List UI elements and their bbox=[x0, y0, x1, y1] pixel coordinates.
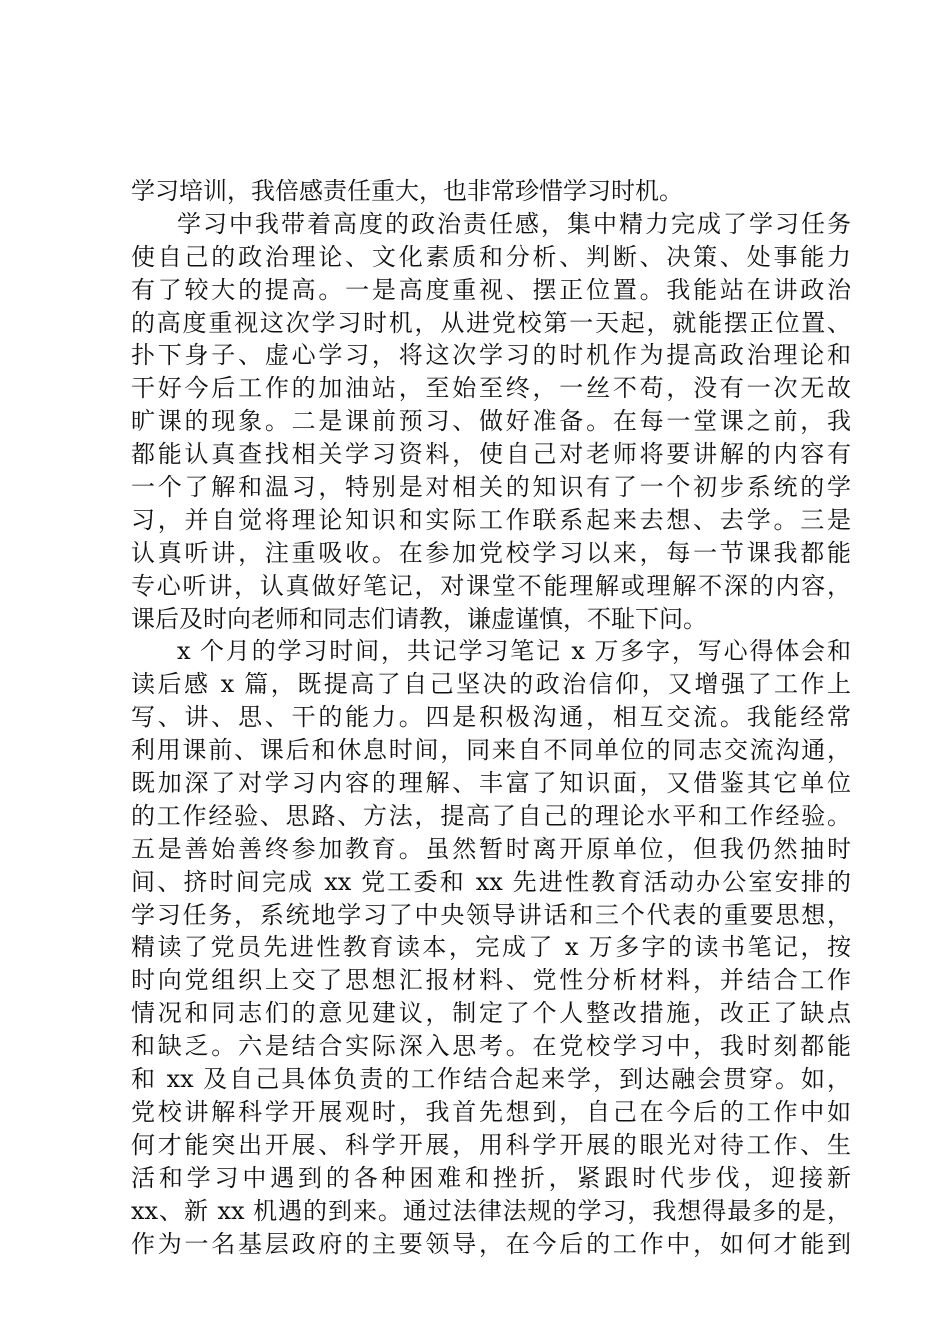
text-line: 的工作经验、思路、方法，提高了自己的理论水平和工作经验。 bbox=[131, 801, 851, 830]
text-line: 课后及时向老师和同志们请教，谦虚谨慎，不耻下问。 bbox=[131, 604, 707, 633]
text-line: 学习培训，我倍感责任重大，也非常珍惜学习时机。 bbox=[131, 177, 683, 205]
text-line: 扑下身子、虚心学习，将这次学习的时机作为提高政治理论和 bbox=[131, 341, 851, 370]
paragraph-first-line: x 个月的学习时间，共记学习笔记 x 万多字，写心得体会和 bbox=[177, 637, 851, 666]
text-line: 精读了党员先进性教育读本，完成了 x 万多字的读书笔记，按 bbox=[131, 933, 851, 962]
text-line: 活和学习中遇到的各种困难和挫折，紧跟时代步伐，迎接新 bbox=[131, 1163, 851, 1192]
text-line: 和缺乏。六是结合实际深入思考。在党校学习中，我时刻都能 bbox=[131, 1032, 851, 1061]
text-line: 使自己的政治理论、文化素质和分析、判断、决策、处事能力 bbox=[131, 242, 851, 271]
text-line: 和 xx 及自己具体负责的工作结合起来学，到达融会贯穿。如， bbox=[131, 1065, 851, 1094]
text-line: 党校讲解科学开展观时，我首先想到，自己在今后的工作中如 bbox=[131, 1097, 851, 1126]
text-line: 何才能突出开展、科学开展，用科学开展的眼光对待工作、生 bbox=[131, 1130, 851, 1159]
paragraph-first-line: 学习中我带着高度的政治责任感，集中精力完成了学习任务 bbox=[177, 209, 851, 238]
text-line: 认真听讲，注重吸收。在参加党校学习以来，每一节课我都能 bbox=[131, 538, 851, 567]
text-line: 五是善始善终参加教育。虽然暂时离开原单位，但我仍然抽时 bbox=[131, 834, 851, 863]
text-line: 利用课前、课后和休息时间，同来自不同单位的同志交流沟通， bbox=[131, 736, 851, 765]
text-line: 一个了解和温习，特别是对相关的知识有了一个初步系统的学 bbox=[131, 473, 851, 502]
text-line: 读后感 x 篇，既提高了自己坚决的政治信仰，又增强了工作上 bbox=[131, 670, 851, 699]
text-line: 干好今后工作的加油站，至始至终，一丝不苟，没有一次无故 bbox=[131, 374, 851, 403]
text-line: 都能认真查找相关学习资料，使自己对老师将要讲解的内容有 bbox=[131, 440, 851, 469]
text-line: 习，并自觉将理论知识和实际工作联系起来去想、去学。三是 bbox=[131, 505, 851, 534]
text-line: 间、挤时间完成 xx 党工委和 xx 先进性教育活动办公室安排的 bbox=[131, 867, 851, 896]
text-line: 时向党组织上交了思想汇报材料、党性分析材料，并结合工作 bbox=[131, 966, 851, 995]
body-text bbox=[131, 175, 851, 1260]
text-line: 情况和同志们的意见建议，制定了个人整改措施，改正了缺点 bbox=[131, 999, 851, 1028]
text-line: 学习任务，系统地学习了中央领导讲话和三个代表的重要思想， bbox=[131, 900, 851, 929]
text-line: 有了较大的提高。一是高度重视、摆正位置。我能站在讲政治 bbox=[131, 275, 851, 304]
text-line: 作为一名基层政府的主要领导，在今后的工作中，如何才能到 bbox=[131, 1229, 851, 1258]
text-line: 专心听讲，认真做好笔记，对课堂不能理解或理解不深的内容， bbox=[131, 571, 851, 600]
text-line: 旷课的现象。二是课前预习、做好准备。在每一堂课之前，我 bbox=[131, 407, 851, 436]
text-line: 写、讲、思、干的能力。四是积极沟通，相互交流。我能经常 bbox=[131, 703, 851, 732]
text-line: 既加深了对学习内容的理解、丰富了知识面，又借鉴其它单位 bbox=[131, 769, 851, 798]
text-line: xx、新 xx 机遇的到来。通过法律法规的学习，我想得最多的是， bbox=[131, 1196, 851, 1225]
text-line: 的高度重视这次学习时机，从进党校第一天起，就能摆正位置、 bbox=[131, 308, 851, 337]
